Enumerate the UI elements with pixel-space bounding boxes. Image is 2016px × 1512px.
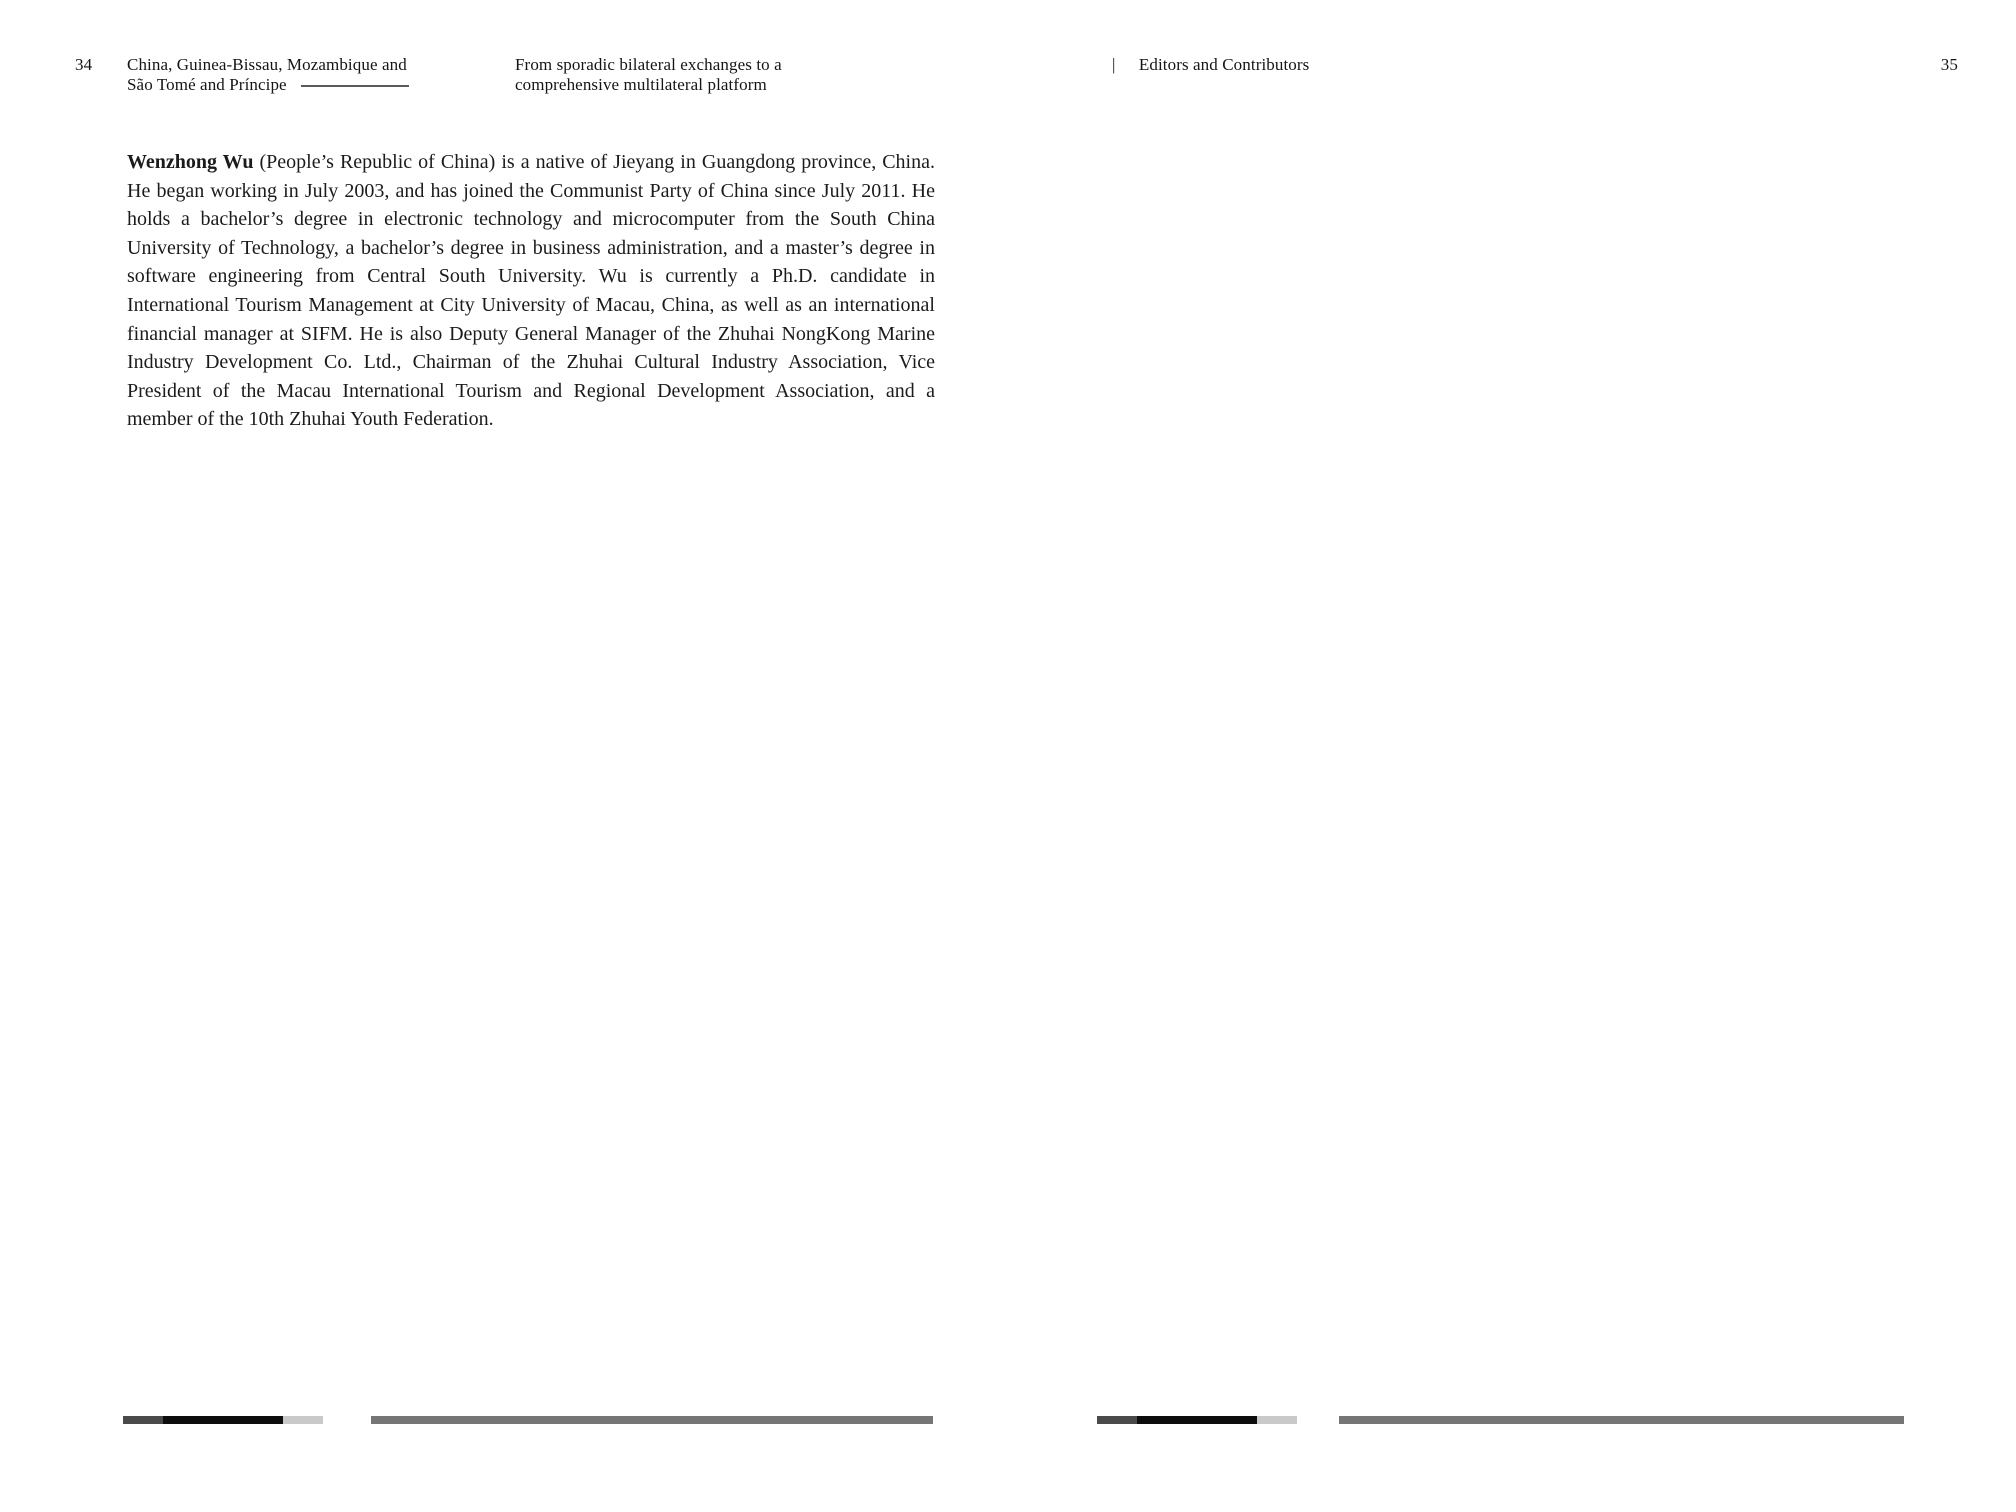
- contributor-bio-paragraph: [127, 148, 935, 434]
- chapter-title-line1: From sporadic bilateral exchanges to a: [515, 55, 782, 74]
- footer-bar-segment-dark: [1097, 1416, 1137, 1424]
- contributor-bio-text: (People’s Republic of China) is a native of Jieyang in Guangdong province, China. He began working in July 2003, and has joined the Communist Party of China since July 2011. He holds a bachelor’s degree in electronic technology and microcomputer from the South China University of Technology, a bachelor’s degree in business administration, and a master’s degree in software engineering from Central South University. Wu is currently a Ph.D. candidate in International Tourism Management at City University of Macau, China, as well as an international financial manager at SIFM. He is also Deputy General Manager of the Zhuhai NongKong Marine Industry Development Co. Ltd., Chairman of the Zhuhai Cultural Industry Association, Vice President of the Macau International Tourism and Regional Development Association, and a member of the 10th Zhuhai Youth Federation.: [127, 151, 935, 431]
- left-page-number: 34: [75, 55, 93, 74]
- footer-segmented-bar-right: [1097, 1416, 1297, 1424]
- footer-bar-segment-dark: [123, 1416, 163, 1424]
- running-title-line1: China, Guinea-Bissau, Mozambique and: [127, 55, 407, 74]
- footer-bar-segment-light: [283, 1416, 323, 1424]
- section-title: Editors and Contributors: [1138, 55, 1310, 74]
- running-title-line2: São Tomé and Príncipe: [127, 75, 547, 95]
- section-header: [1112, 55, 1309, 75]
- footer-bar-segment-black: [163, 1416, 283, 1424]
- contributor-name: Wenzhong Wu: [127, 151, 254, 173]
- running-title-rule: [301, 85, 409, 87]
- chapter-title: [515, 55, 782, 95]
- footer-segmented-bar-left: [123, 1416, 323, 1424]
- footer-plain-bar-left: [371, 1416, 933, 1424]
- running-title: [127, 55, 547, 95]
- right-page-number: 35: [1940, 55, 1958, 74]
- footer-bar-segment-light: [1257, 1416, 1297, 1424]
- chapter-title-line2: comprehensive multilateral platform: [515, 75, 767, 94]
- section-marker: |: [1112, 55, 1116, 74]
- footer-bar-segment-black: [1137, 1416, 1257, 1424]
- footer-plain-bar-right: [1339, 1416, 1904, 1424]
